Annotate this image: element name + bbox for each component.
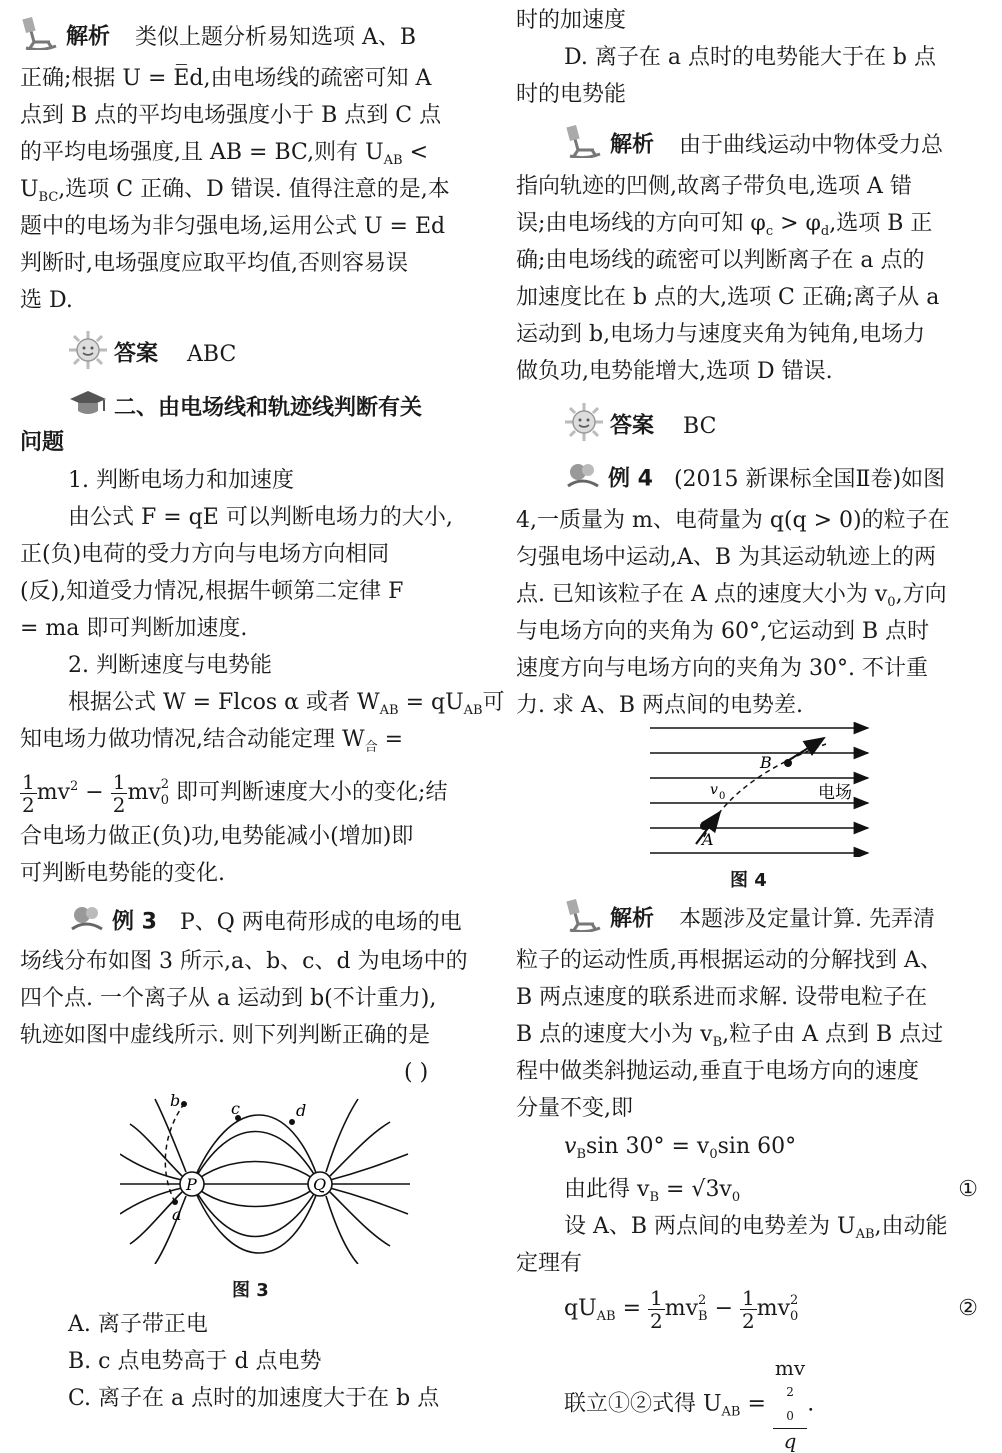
option-A: A. 离子带正电 (68, 1312, 208, 1337)
equation-number-2: ② (958, 1296, 978, 1321)
formula-line: $\frac{1}{2}$ $mv^2$ − $\frac{1}{2}$ mv 2 $_0$ 即可判断速度大小的变化;结 (22, 769, 448, 817)
equation-1: 由此得 $v_B = √3v_0$ ① (564, 1177, 978, 1205)
svg-text:0: 0 (719, 791, 726, 802)
text-line: 4,一质量为 m、电荷量为 q(q > 0)的粒子在 (516, 508, 950, 533)
text-line: 根据公式 W = Flcos α 或者 $W_{AB} = qU_{AB}$可 (68, 690, 505, 718)
text-line: 轨迹如图中虚线所示. 则下列判断正确的是 (20, 1023, 430, 1048)
text-line: 正(负)电荷的受力方向与电场方向相同 (20, 542, 390, 567)
text-line: 场线分布如图 3 所示,a、b、c、d 为电场中的 (20, 949, 468, 974)
text-line: 由公式 F = qE 可以判断电场力的大小, (68, 505, 453, 530)
label-a: a (172, 1205, 182, 1224)
option-D-cont: 时的电势能 (516, 82, 627, 107)
text-line: 粒子的运动性质,再根据运动的分解找到 A、 (516, 948, 942, 973)
text-line: 运动到 b,电场力与速度夹角为钝角,电场力 (516, 322, 926, 347)
final-result: 联立①②式得 $U_{AB}$ = mv 2 0 q. (564, 1356, 815, 1453)
sun-icon (68, 330, 108, 379)
fraction: $\frac{1}{2}$ (22, 769, 35, 817)
figure-4-uniform-field (646, 722, 876, 857)
text-line: 正确;根据 U = E̅d,由电场线的疏密可知 A (20, 66, 432, 91)
text-line: 判断时,电场强度应取平均值,否则容易误 (20, 251, 408, 276)
text-line: 知电场力做功情况,结合动能定理 $W_合$ = (20, 727, 404, 755)
section-heading-cont: 问题 (20, 430, 65, 455)
label-B: B (760, 753, 772, 772)
text-line: 分量不变,即 (516, 1096, 633, 1121)
label-P: P (186, 1175, 197, 1194)
sun-icon (564, 402, 604, 451)
analysis-block-2: 解析 由于曲线运动中物体受力总 (564, 124, 943, 167)
analysis-block-1: 解析 类似上题分析易知选项 A、B (20, 16, 416, 59)
section-heading: 二、由电场线和轨迹线判断有关 (68, 387, 422, 430)
analysis-block-3: 解析 本题涉及定量计算. 先弄清 (564, 898, 935, 941)
flower-icon (564, 460, 602, 499)
subheading: 1. 判断电场力和加速度 (68, 468, 294, 493)
text-line: 四个点. 一个离子从 a 运动到 b(不计重力), (20, 986, 437, 1011)
text-line: 确;由电场线的疏密可以判断离子在 a 点的 (516, 248, 925, 273)
text-line: 与电场方向的夹角为 60°,它运动到 B 点时 (516, 619, 930, 644)
rocking-chair-icon (564, 898, 604, 941)
fraction: $\frac{1}{2}$ (112, 769, 126, 817)
text-line: (反),知道受力情况,根据牛顿第二定律 F (20, 579, 404, 604)
text-line: 合电场力做正(负)功,电势能减小(增加)即 (20, 824, 414, 849)
text-line: 定理有 (516, 1251, 583, 1276)
text-line: 误;由电场线的方向可知 $\varphi_c > \varphi_d$,选项 B 正 (516, 211, 933, 239)
text-line: 加速度比在 b 点的大,选项 C 正确;离子从 a (516, 285, 940, 310)
text-line: 点. 已知该粒子在 A 点的速度大小为 $v_0$,方向 (516, 582, 947, 610)
text-line: 力. 求 A、B 两点间的电势差. (516, 693, 804, 718)
label-c: c (231, 1099, 240, 1118)
text-line: 题中的电场为非匀强电场,运用公式 U = Ed (20, 214, 446, 239)
text-line: 做负功,电势能增大,选项 D 错误. (516, 359, 833, 384)
label-Q: Q (313, 1175, 327, 1194)
figure-3-caption: 图 3 (232, 1280, 269, 1301)
subheading: 2. 判断速度与电势能 (68, 653, 272, 678)
text-line: 设 A、B 两点间的电势差为 $U_{AB}$,由动能 (564, 1214, 948, 1242)
answer-value: ABC (187, 341, 237, 367)
option-B: B. c 点电势高于 d 点电势 (68, 1349, 322, 1374)
option-C-cont: 时的加速度 (516, 8, 627, 33)
graduation-cap-icon (68, 387, 108, 430)
answer-block-1 (68, 330, 236, 379)
example-3-heading: 例 3 P、Q 两电荷形成的电场的电 (68, 903, 462, 942)
figure-4-caption: 图 4 (730, 870, 767, 891)
equation-number-1: ① (958, 1177, 978, 1202)
equation-2: $qU_{AB}$ = $\frac{1}{2}$ mv 2 $_B$ − $\frac{1}{2}$ mv 2 $_0$ ② (564, 1285, 978, 1333)
option-D: D. 离子在 a 点时的电势能大于在 b 点 (564, 45, 937, 70)
figure-3-field-lines (120, 1094, 410, 1264)
text-line: 的平均电场强度,且 AB = BC,则有 $U_{AB}$ < (20, 140, 429, 168)
text-line: B 两点速度的联系进而求解. 设带电粒子在 (516, 985, 928, 1010)
example-4-heading: 例 4 (2015 新课标全国Ⅱ卷)如图 (564, 460, 945, 499)
equation-velocity: $v_B\sin$ $30^\circ = v_0\sin$ 60° (564, 1134, 797, 1162)
text-line: B 点的速度大小为 $v_B$,粒子由 A 点到 B 点过 (516, 1022, 944, 1050)
label-d: d (296, 1101, 307, 1120)
text-line: 指向轨迹的凹侧,故离子带负电,选项 A 错 (516, 174, 912, 199)
label-field: 电场 (818, 783, 852, 803)
text-line: 速度方向与电场方向的夹角为 30°. 不计重 (516, 656, 928, 681)
flower-icon (68, 903, 106, 942)
label-v0: v (710, 782, 718, 798)
text-line: 匀强电场中运动,A、B 为其运动轨迹上的两 (516, 545, 937, 570)
answer-parentheses: ( ) (404, 1060, 429, 1085)
text-line: 选 D. (20, 288, 73, 313)
answer-label: 答案 (114, 341, 159, 367)
text-line: 可判断电势能的变化. (20, 861, 225, 886)
text-line: 程中做类斜抛运动,垂直于电场方向的速度 (516, 1059, 919, 1084)
text-line: = ma 即可判断加速度. (20, 616, 248, 641)
label-A: A (702, 830, 714, 849)
text-line: $U_{BC}$,选项 C 正确、D 错误. 值得注意的是,本 (20, 177, 450, 205)
rocking-chair-icon (564, 124, 604, 167)
rocking-chair-icon (20, 16, 60, 59)
answer-block-2: 答案 BC (564, 402, 716, 451)
text-line: 点到 B 点的平均电场强度小于 B 点到 C 点 (20, 103, 442, 128)
analysis-label: 解析 (66, 24, 111, 50)
label-b: b (170, 1094, 181, 1110)
option-C: C. 离子在 a 点时的加速度大于在 b 点 (68, 1386, 440, 1411)
